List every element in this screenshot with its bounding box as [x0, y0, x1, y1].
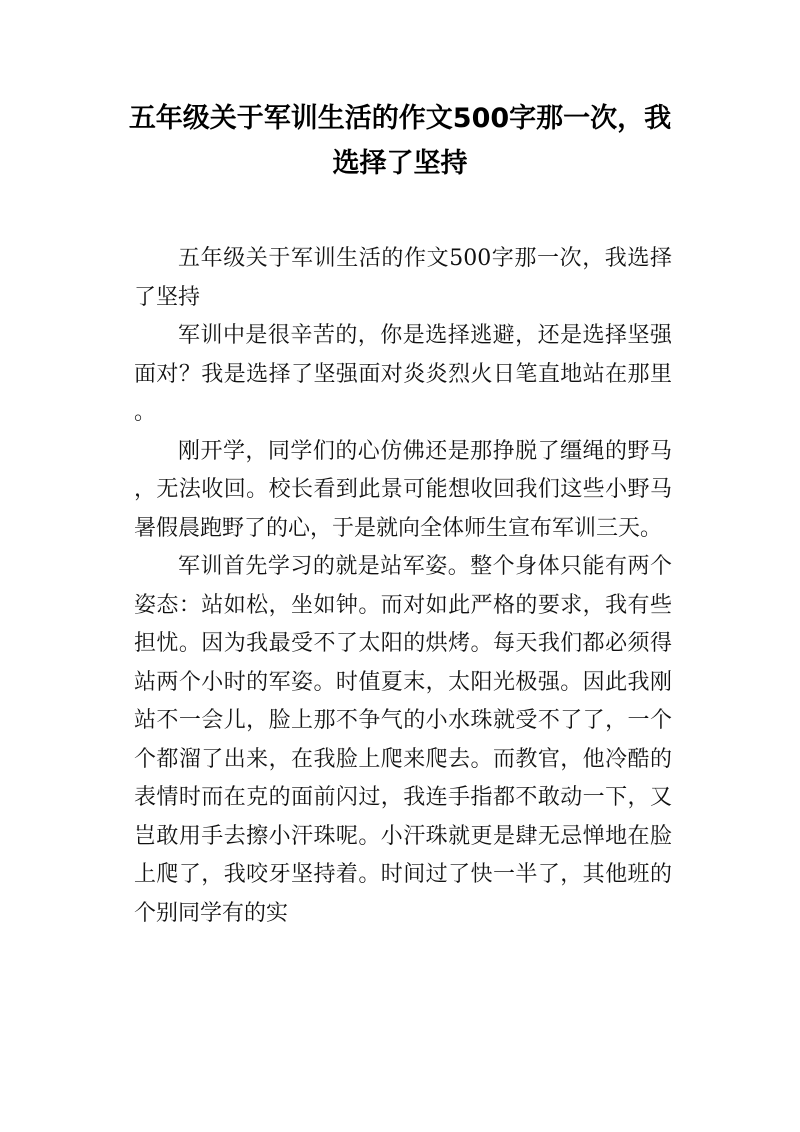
paragraph-3: 刚开学，同学们的心仿佛还是那挣脱了缰绳的野马，无法收回。校长看到此景可能想收回我们这些小野马暑假晨跑野了的心，于是就向全体师生宣布军训三天。 — [134, 438, 672, 541]
document-body — [134, 240, 672, 933]
document-title: 五年级关于军训生活的作文500字那一次，我选择了坚持 — [128, 103, 672, 179]
paragraph-2: 军训中是很辛苦的，你是选择逃避，还是选择坚强面对？我是选择了坚强面对炎炎烈火日笔直地站在那里。 — [134, 323, 672, 425]
paragraph-1: 五年级关于军训生活的作文500字那一次，我选择了坚持 — [134, 246, 672, 310]
paragraph-4: 军训首先学习的就是站军姿。整个身体只能有两个姿态：站如松，坐如钟。而对如此严格的要求，我有些担忧。因为我最受不了太阳的烘烤。每天我们都必须得站两个小时的军姿。时值夏末，太阳光极强。因此我刚站不一会儿，脸上那不争气的小水珠就受不了了，一个个都溜了出来，在我脸上爬来爬去。而教官，他冷酷的表情时而在克的面前闪过，我连手指都不敢动一下，又岂敢用手去擦小汗珠呢。小汗珠就更是肆无忌惮地在脸上爬了，我咬牙坚持着。时间过了快一半了，其他班的个别同学有的实 — [134, 554, 672, 926]
